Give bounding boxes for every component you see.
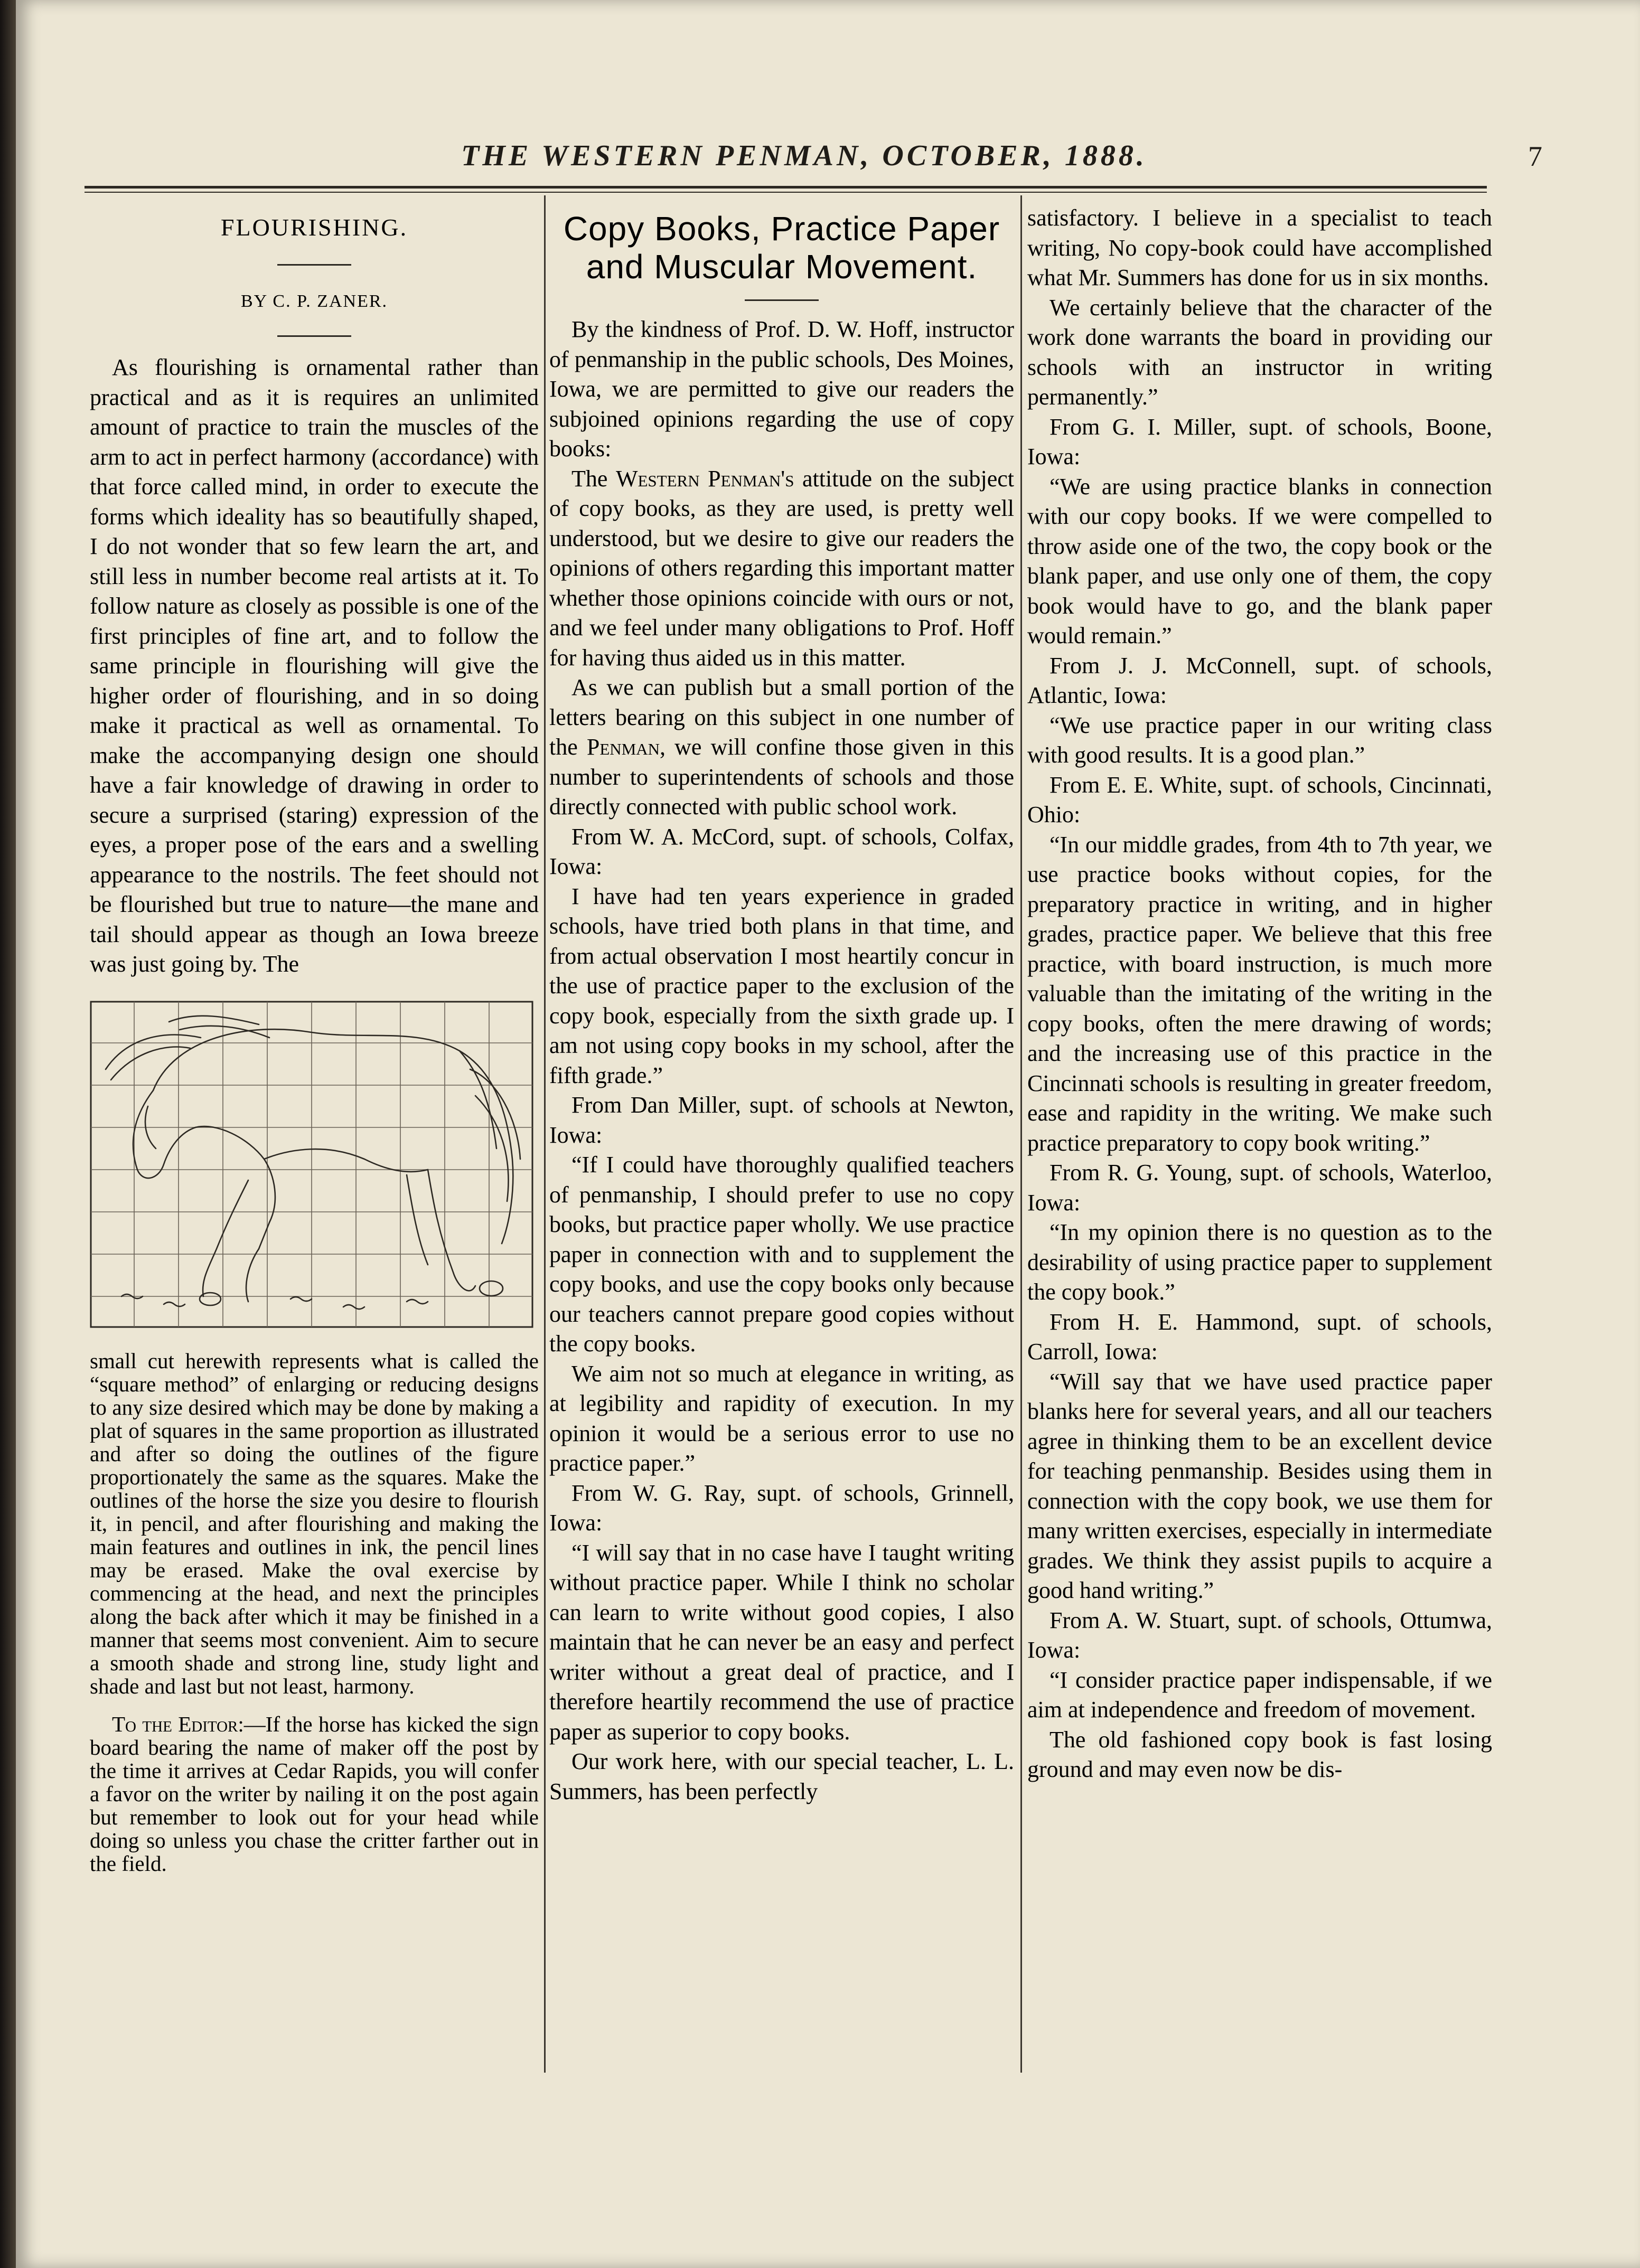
letter-source: From G. I. Miller, supt. of schools, Boone, Iowa:: [1027, 413, 1492, 469]
letter-source: From W. G. Ray, supt. of schools, Grinnell, Iowa:: [549, 1480, 1014, 1536]
letter-body: “If I could have thoroughly qualified teachers of penmanship, I should prefer to use no copy books, but practice paper wholly. We use practice paper in connection with and to supplement the copy books, and use the copy books only because our teachers cannot prepare good copies without the copy books.: [549, 1152, 1014, 1357]
letter-source: From H. E. Hammond, supt. of schools, Carroll, Iowa:: [1027, 1309, 1492, 1364]
byline: BY C. P. ZANER.: [240, 291, 388, 311]
article-title-rule: [745, 299, 819, 301]
header-rule-thick: [85, 186, 1487, 189]
publication-name: Western Penman's: [615, 465, 794, 492]
column-divider-1: [544, 195, 546, 2073]
letter-body: Our work here, with our special teacher, L. L. Summers, has been perfectly: [549, 1748, 1014, 1804]
letter-source: From R. G. Young, supt. of schools, Waterloo, Iowa:: [1027, 1160, 1492, 1216]
letter-source: From A. W. Stuart, supt. of schools, Ottumwa, Iowa:: [1027, 1607, 1492, 1663]
flourishing-paragraph: As flourishing is ornamental rather than practical and as it is requires an unlimited amount of practice to train the muscles of the arm to act in perfect harmony (accordance) with that force called mind, in order to execute the forms which ideality has so beautifully shaped, I do not wonder that so few learn the art, and still less in number become real artists at it. To follow nature as closely as possible is one of the first principles of fine art, and to follow the same principle in flourishing will give the higher order of flourishing, and in so doing make it practical as well as ornamental. To make the accompanying design one should have a fair knowledge of drawing in order to secure a surprised (staring) expression of the eyes, a proper pose of the ears and a swelling appearance to the nostrils. The feet should not be flourished but true to nature—the mane and tail should appear as though an Iowa breeze was just going by. The: [90, 354, 539, 977]
horse-grid-illustration: [90, 1001, 533, 1328]
letter-body: “We use practice paper in our writing class with good results. It is a good plan.”: [1027, 712, 1492, 768]
letter-body: “In our middle grades, from 4th to 7th year, we use practice books without copies, for the preparatory practice in writing, and in higher grades, practice paper. We believe that this free practice, with board instruction, is much more valuable than the imitating of the writing in the copy books, often the mere drawing of words; and the increasing use of this practice in the Cincinnati schools is resulting in greater freedom, ease and rapidity in the writing. We make such practice preparatory to copy book writing.”: [1027, 831, 1492, 1156]
letter-body: “I will say that in no case have I taught writing without practice paper. While I think no scholar can learn to write without good copies, I also maintain that he can never be an easy and perfect writer without a great deal of practice, and I therefore heartily recommend the use of practice paper as superior to copy books.: [549, 1539, 1014, 1745]
to-the-editor-paragraph: [90, 1712, 539, 1875]
letter-body: The old fashioned copy book is fast losing ground and may even now be dis-: [1027, 1726, 1492, 1782]
publish-text-a: As we can publish but a small portion of the letters bearing on this subject in one number of the: [549, 674, 1014, 760]
column-2: [549, 203, 1014, 1806]
letter-body: “Will say that we have used practice paper blanks here for several years, and all our teachers agree in thinking them to be an excellent device for teaching penmanship. Besides using them in connection with the copy book, we use them for many written exercises, especially in intermediate grades. We think they assist pupils to acquire a good hand writing.”: [1027, 1368, 1492, 1603]
column-divider-2: [1020, 195, 1022, 2073]
byline-rule: [277, 335, 351, 337]
letter-body: “We are using practice blanks in connection with our copy books. If we were compelled to throw aside one of the two, the copy book or the blank paper, and use only one of them, the copy book would have to go, and the blank paper would remain.”: [1027, 473, 1492, 648]
letter-body: I have had ten years experience in graded schools, have tried both plans in that time, and from actual observation I most heartily concur in the use of practice paper to the exclusion of the copy book, especially from the sixth grade up. I am not using copy books in my school, after the fifth grade.”: [549, 883, 1014, 1088]
letter-source: From W. A. McCord, supt. of schools, Colfax, Iowa:: [549, 823, 1014, 879]
editor-note: —If the horse has kicked the sign board bearing the name of maker off the post by the time it arrives at Cedar Rapids, you will confer a favor on the writer by nailing it on the post again but remember to look out for your head while doing so unless you chase the critter farther out in the field.: [90, 1711, 539, 1876]
publish-paragraph: [549, 673, 1014, 822]
page-number: 7: [1528, 140, 1542, 172]
letter-source: From J. J. McConnell, supt. of schools, Atlantic, Iowa:: [1027, 652, 1492, 708]
letter-body: We certainly believe that the character of the work done warrants the board in providing our schools with an instructor in writing permanently.”: [1027, 294, 1492, 410]
horse-drawing-icon: [90, 1001, 533, 1328]
title-rule: [277, 264, 351, 266]
header-rule-thin: [85, 192, 1487, 193]
article-title: Copy Books, Practice Paper and Muscular Movement.: [563, 210, 1000, 286]
publish-text-b: we will confine those given in this number to superintendents of schools and those directly connected with public school work.: [549, 734, 1014, 820]
penman-name: Penman,: [586, 734, 666, 760]
intro-paragraph: By the kindness of Prof. D. W. Hoff, instructor of penmanship in the public schools, Des Moines, Iowa, we are permitted to give our readers the subjoined opinions regarding the use of copy books:: [549, 316, 1014, 462]
letter-body: We aim not so much at elegance in writing, as at legibility and rapidity of execution. In my opinion it would be a serious error to use no practice paper.”: [549, 1360, 1014, 1476]
column-1: [90, 203, 539, 1875]
letter-body: “I consider practice paper indispensable, if we aim at independence and freedom of movement.: [1027, 1667, 1492, 1723]
letter-body: satisfactory. I believe in a specialist to teach writing, No copy-book could have accomplished what Mr. Summers has done for us in six months.: [1027, 205, 1492, 290]
attitude-text: attitude on the subject of copy books, as they are used, is pretty well understood, but we desire to give our readers the opinions of others regarding this important matter whether those opinions coincide with ours or not, and we feel under many obligations to Prof. Hoff for having thus aided us in this matter.: [549, 465, 1015, 671]
square-method-paragraph: small cut herewith represents what is called the “square method” of enlarging or reducing designs to any size desired which may be done by making a plat of squares in the same proportion as illustrated and after so doing the outlines of the figure proportionately the same as the squares. Make the outlines of the horse the size you desire to flourish it, in pencil, and after flourishing and making the main features and outlines in ink, the pencil lines may be erased. Make the oval exercise by commencing at the head, and next the principles along the back after which it may be finished in a manner that seems most convenient. Aim to secure a smooth shade and strong line, study light and shade and last but not least, harmony.: [90, 1348, 539, 1698]
editor-lead: To the Editor:: [112, 1711, 244, 1736]
letter-source: From Dan Miller, supt. of schools at Newton, Iowa:: [549, 1092, 1014, 1148]
running-header: [98, 135, 1542, 177]
attitude-paragraph: The Western Penman's attitude on the subject of copy books, as they are used, is pretty well understood, but we desire to give our readers the opinions of others regarding this important matter whether those opinions coincide with ours or not, and we feel under many obligations to Prof. Hoff for having thus aided us in this matter.: [549, 465, 1015, 671]
section-title: FLOURISHING.: [220, 214, 408, 241]
letter-source: From E. E. White, supt. of schools, Cincinnati, Ohio:: [1027, 771, 1492, 827]
column-3: [1027, 203, 1492, 1785]
running-title: THE WESTERN PENMAN, OCTOBER, 1888.: [461, 139, 1147, 172]
letter-body: “In my opinion there is no question as to the desirability of using practice paper to supplement the copy book.”: [1027, 1219, 1492, 1305]
